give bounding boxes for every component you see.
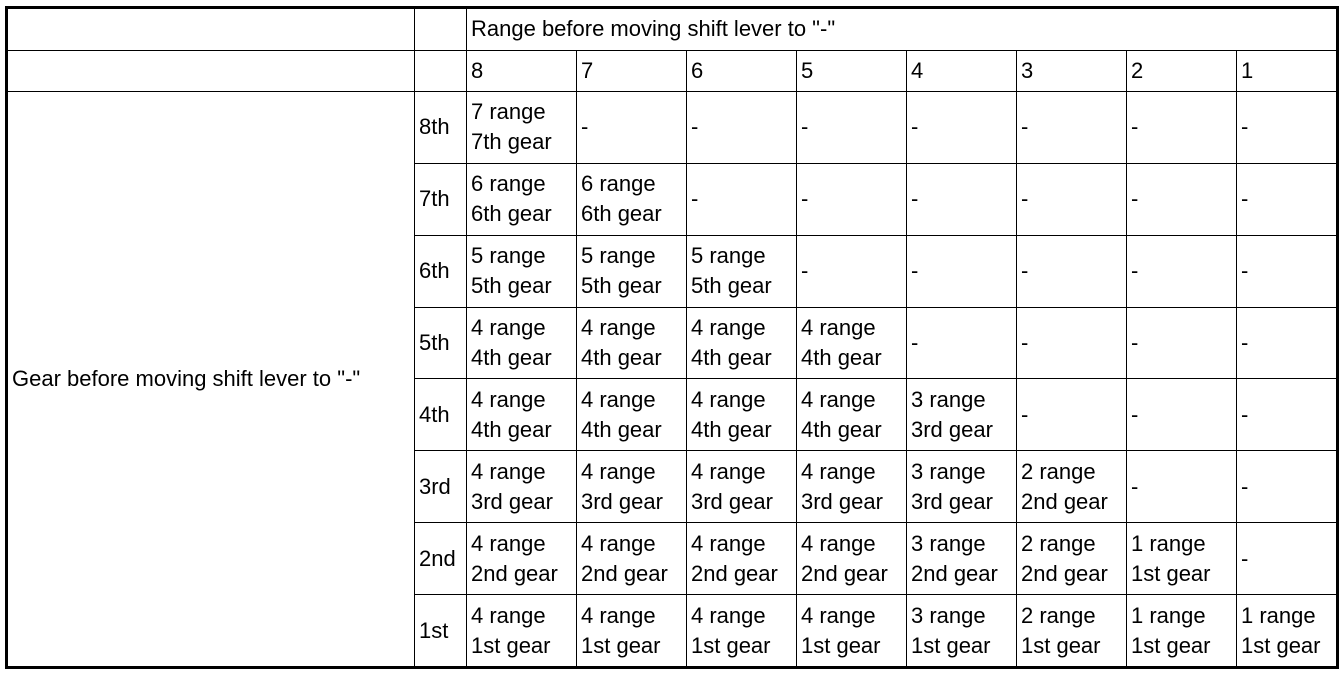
range-text: 3 range	[911, 386, 986, 412]
range-text: 4 range	[471, 530, 546, 556]
table-cell-empty: -	[1127, 307, 1237, 379]
table-cell	[797, 307, 907, 379]
range-text: 4 range	[801, 530, 876, 556]
range-text: 4 range	[801, 315, 876, 340]
table-cell	[797, 595, 907, 668]
range-text: 4 range	[691, 386, 766, 412]
range-text: 6 range	[581, 171, 656, 197]
table-cell-empty: -	[907, 163, 1017, 235]
gear-text: 1st gear	[581, 632, 661, 658]
gear-header-blank-cell	[415, 50, 467, 92]
range-text: 5 range	[471, 243, 546, 269]
table-cell-empty: -	[1127, 451, 1237, 523]
table-cell	[1017, 595, 1127, 668]
range-header: Range before moving shift lever to "-"	[467, 8, 1338, 51]
table-cell-empty: -	[1127, 163, 1237, 235]
range-text: 3 range	[911, 458, 986, 484]
gear-text: 2nd gear	[911, 560, 998, 586]
range-text: 4 range	[471, 602, 546, 628]
range-text: 2 range	[1021, 530, 1096, 556]
range-text: 4 range	[471, 315, 546, 340]
gear-text: 4th gear	[471, 416, 552, 442]
corner-blank-cell	[7, 8, 415, 51]
range-text: 4 range	[471, 458, 546, 484]
table-cell-empty: -	[1237, 379, 1338, 451]
column-header: 7	[577, 50, 687, 92]
gear-label: 8th	[415, 92, 467, 164]
gear-text: 2nd gear	[1021, 488, 1108, 514]
range-text: 2 range	[1021, 602, 1096, 628]
range-text: 4 range	[691, 458, 766, 484]
range-text: 4 range	[581, 315, 656, 340]
gear-text: 4th gear	[801, 345, 882, 370]
gear-text: 5th gear	[471, 273, 552, 299]
gear-text: 1st gear	[911, 632, 991, 658]
table-cell-empty: -	[797, 92, 907, 164]
table-cell	[1127, 523, 1237, 595]
gear-text: 2nd gear	[1021, 560, 1108, 586]
table-cell-empty: -	[907, 307, 1017, 379]
gear-text: 4th gear	[471, 345, 552, 370]
table-cell-empty: -	[1127, 235, 1237, 307]
column-header: 2	[1127, 50, 1237, 92]
table-cell-empty: -	[1017, 379, 1127, 451]
table-cell	[577, 595, 687, 668]
table-cell	[467, 523, 577, 595]
table-cell	[577, 307, 687, 379]
table-cell	[1017, 451, 1127, 523]
gear-label: 7th	[415, 163, 467, 235]
table-body	[7, 8, 1338, 668]
table-cell-empty: -	[1237, 92, 1338, 164]
gear-text: 4th gear	[691, 416, 772, 442]
range-text: 7 range	[471, 99, 546, 125]
table-cell-empty: -	[1017, 92, 1127, 164]
range-text: 4 range	[581, 386, 656, 412]
table-cell	[1237, 595, 1338, 668]
table-cell	[907, 523, 1017, 595]
range-text: 5 range	[581, 243, 656, 269]
range-text: 4 range	[471, 386, 546, 412]
range-text: 1 range	[1131, 602, 1206, 628]
range-text: 4 range	[691, 315, 766, 340]
gear-text: 4th gear	[691, 345, 772, 370]
table-cell	[797, 379, 907, 451]
table-cell	[467, 163, 577, 235]
table-cell	[687, 307, 797, 379]
table-cell	[467, 451, 577, 523]
range-text: 4 range	[801, 386, 876, 412]
range-text: 1 range	[1241, 602, 1316, 628]
gear-label: 3rd	[415, 451, 467, 523]
gear-text: 2nd gear	[471, 560, 558, 586]
range-text: 4 range	[801, 458, 876, 484]
range-text: 4 range	[581, 458, 656, 484]
table-cell-empty: -	[1127, 92, 1237, 164]
range-text: 3 range	[911, 602, 986, 628]
table-cell	[467, 379, 577, 451]
table-cell-empty: -	[687, 92, 797, 164]
table-cell-empty: -	[1237, 523, 1338, 595]
column-header: 1	[1237, 50, 1338, 92]
gear-text: 1st gear	[1131, 632, 1211, 658]
table-cell	[467, 235, 577, 307]
table-cell	[797, 523, 907, 595]
gear-text: 3rd gear	[911, 416, 993, 442]
column-header: 8	[467, 50, 577, 92]
table-cell	[577, 523, 687, 595]
table-cell	[467, 307, 577, 379]
gear-text: 3rd gear	[801, 488, 883, 514]
gear-text: 2nd gear	[691, 560, 778, 586]
table-cell	[577, 235, 687, 307]
gear-label: 6th	[415, 235, 467, 307]
table-cell	[907, 451, 1017, 523]
table-cell-empty: -	[1017, 163, 1127, 235]
column-header: 6	[687, 50, 797, 92]
gear-text: 5th gear	[581, 273, 662, 299]
table-cell-empty: -	[687, 163, 797, 235]
table-cell	[577, 451, 687, 523]
table-cell-empty: -	[1017, 235, 1127, 307]
table-cell	[687, 235, 797, 307]
range-text: 4 range	[581, 602, 656, 628]
table-cell	[687, 379, 797, 451]
corner-blank-cell	[7, 50, 415, 92]
table-cell-empty: -	[797, 163, 907, 235]
table-row	[7, 92, 1338, 164]
table-cell	[907, 595, 1017, 668]
range-text: 4 range	[581, 530, 656, 556]
gear-text: 4th gear	[581, 345, 662, 370]
gear-label: 1st	[415, 595, 467, 668]
range-text: 6 range	[471, 171, 546, 197]
gear-text: 5th gear	[691, 273, 772, 299]
table-cell	[467, 92, 577, 164]
gear-text: 1st gear	[471, 632, 551, 658]
column-header: 3	[1017, 50, 1127, 92]
gear-text: 6th gear	[581, 201, 662, 227]
range-text: 1 range	[1131, 530, 1206, 556]
table-cell-empty: -	[1017, 307, 1127, 379]
gear-text: 4th gear	[801, 416, 882, 442]
table-cell	[1127, 595, 1237, 668]
table-cell	[687, 595, 797, 668]
gear-text: 1st gear	[801, 632, 881, 658]
table-cell-empty: -	[577, 92, 687, 164]
gear-text: 3rd gear	[471, 488, 553, 514]
table-cell-empty: -	[907, 92, 1017, 164]
range-text: 3 range	[911, 530, 986, 556]
gear-text: 3rd gear	[581, 488, 663, 514]
table-cell-empty: -	[1237, 307, 1338, 379]
gear-label: 4th	[415, 379, 467, 451]
range-text: 4 range	[691, 602, 766, 628]
table-cell	[797, 451, 907, 523]
table-cell	[1017, 523, 1127, 595]
gear-text: 2nd gear	[581, 560, 668, 586]
gear-header-blank-cell	[415, 8, 467, 51]
header-row-columns	[7, 50, 1338, 92]
gear-text: 3rd gear	[911, 488, 993, 514]
table-cell	[687, 523, 797, 595]
range-text: 2 range	[1021, 458, 1096, 484]
gear-text: 7th gear	[471, 129, 552, 155]
table-cell	[577, 379, 687, 451]
range-text: 4 range	[691, 530, 766, 556]
shift-range-table	[5, 6, 1339, 669]
gear-label: 5th	[415, 307, 467, 379]
column-header: 5	[797, 50, 907, 92]
gear-text: 1st gear	[691, 632, 771, 658]
header-row-range	[7, 8, 1338, 51]
gear-text: 1st gear	[1131, 560, 1211, 586]
gear-text: 2nd gear	[801, 560, 888, 586]
gear-text: 6th gear	[471, 201, 552, 227]
gear-before-label: Gear before moving shift lever to "-"	[7, 92, 415, 668]
table-cell	[467, 595, 577, 668]
table-cell-empty: -	[907, 235, 1017, 307]
gear-text: 1st gear	[1241, 632, 1321, 658]
table-cell-empty: -	[797, 235, 907, 307]
table-cell	[907, 379, 1017, 451]
gear-text: 1st gear	[1021, 632, 1101, 658]
table-cell-empty: -	[1237, 163, 1338, 235]
column-header: 4	[907, 50, 1017, 92]
range-text: 5 range	[691, 243, 766, 269]
table-cell	[687, 451, 797, 523]
gear-label: 2nd	[415, 523, 467, 595]
gear-text: 4th gear	[581, 416, 662, 442]
gear-text: 3rd gear	[691, 488, 773, 514]
table-cell-empty: -	[1237, 235, 1338, 307]
table-cell	[577, 163, 687, 235]
range-text: 4 range	[801, 602, 876, 628]
table-cell-empty: -	[1237, 451, 1338, 523]
table-cell-empty: -	[1127, 379, 1237, 451]
